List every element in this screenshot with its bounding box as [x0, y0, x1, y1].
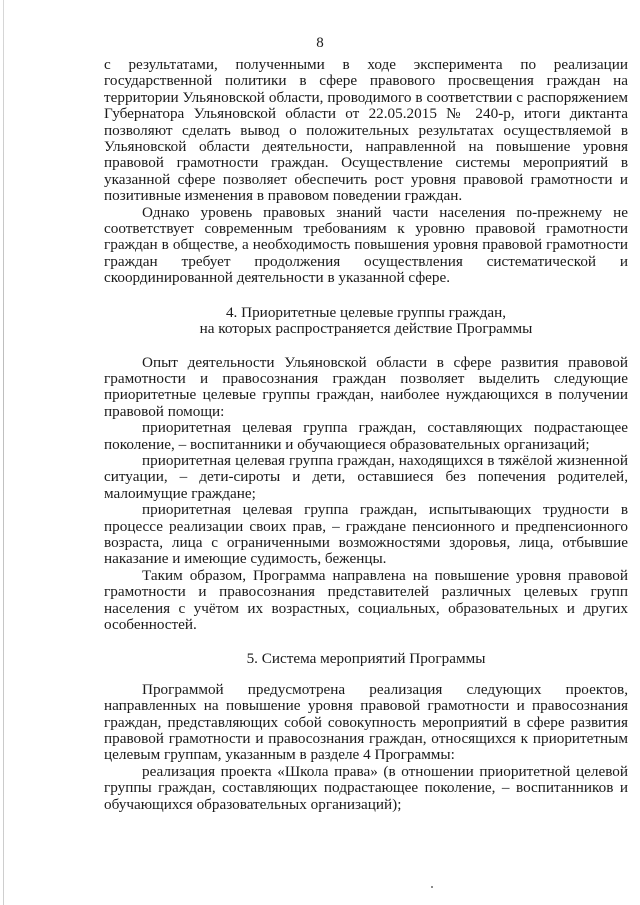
paragraph-project-school-of-law: реализация проекта «Школа права» (в отношении приоритетной целевой группы граждан, составляющих подрастающее поколение, – воспитанников и обучающихся образовательных организаций); [104, 762, 628, 813]
document-body [104, 57, 628, 813]
paragraph-continuation: с результатами, полученными в ходе эксперимента по реализации государственной политики в сфере правового просвещения граждан на территории Ульяновской области, проводимого в соответствии с распоряжением Губернатора Ульяновской области от 22.05.2015 № 240-р, итоги диктанта позволяют сделать вывод о положительных результатах осуществляемой в Ульяновской области деятельности, направленной на повышение уровня правовой грамотности граждан. Осуществление системы мероприятий в указанной сфере позволяет обеспечить рост уровня правовой грамотности и позитивные изменения в правовом поведении граждан. [104, 56, 628, 205]
paragraph-group-difficulties: приоритетная целевая группа граждан, испытывающих трудности в процессе реализации своих прав, – граждане пенсионного и предпенсионного возраста, лица с ограниченными возможностями здоровья, лица, отбывшие наказание и имеющие судимость, беженцы. [104, 501, 628, 568]
page-number: 8 [316, 35, 324, 51]
section-4-heading-line1: 4. Приоритетные целевые группы граждан, [225, 303, 507, 321]
spacer [104, 287, 628, 305]
section-5-heading: 5. Система мероприятий Программы [246, 650, 486, 668]
paragraph-target-groups-intro: Опыт деятельности Ульяновской области в сфере развития правовой грамотности и правосознания граждан позволяет выделить следующие приоритетные целевые группы граждан, наиболее нуждающихся в получении правовой помощи: [104, 353, 628, 420]
spacer [104, 338, 628, 355]
paragraph-group-youth: приоритетная целевая группа граждан, составляющих подрастающее поколение, – воспитанники и обучающиеся образовательных организаций; [104, 419, 628, 453]
paragraph-legal-knowledge: Однако уровень правовых знаний части населения по-прежнему не соответствует современным требованиям к уровню правовой грамотности граждан в обществе, а необходимость повышения уровня правовой грамотности граждан требует продолжения осуществления систематической и скоординированной деятельности в указанной сфере. [104, 203, 628, 287]
spacer [104, 668, 628, 682]
paragraph-program-aim: Таким образом, Программа направлена на повышение уровня правовой грамотности и правосознания представителей различных целевых групп населения с учётом их возрастных, социальных, образовательных и других особенностей. [104, 566, 628, 633]
scan-margin-line [3, 0, 4, 905]
scan-speck [431, 886, 433, 888]
section-4-heading-line2: на которых распространяется действие Программы [199, 320, 533, 338]
spacer [104, 633, 628, 651]
paragraph-group-hardship: приоритетная целевая группа граждан, находящихся в тяжёлой жизненной ситуации, – дети-сироты и дети, оставшиеся без попечения родителей, малоимущие граждане; [104, 451, 628, 502]
paragraph-projects-intro: Программой предусмотрена реализация следующих проектов, направленных на повышение уровня правовой грамотности и правосознания граждан, представляющих собой совокупность мероприятий в сфере развития правовой грамотности и правосознания граждан, относящихся к приоритетным целевым группам, указанным в разделе 4 Программы: [104, 680, 628, 764]
